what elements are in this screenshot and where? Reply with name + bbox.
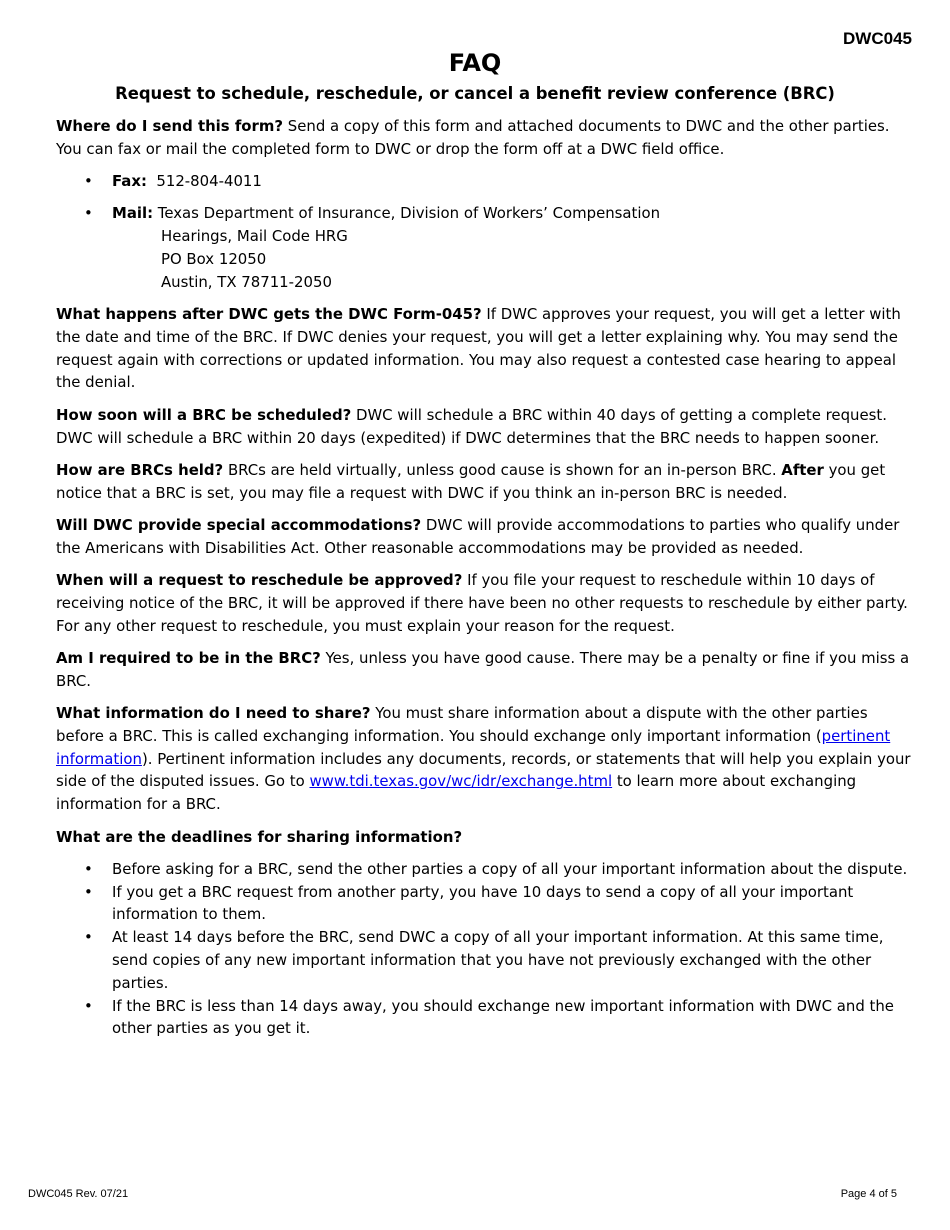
faq-question: How are BRCs held? (56, 460, 224, 479)
faq-answer: DWC will schedule a BRC within 40 days of getting a complete request. DWC will schedule a BRC within 20 days (expedited) if DWC determines that the BRC needs to happen sooner. (56, 405, 887, 447)
deadline-item: • At least 14 days before the BRC, send DWC a copy of all your important information. At this same time, send copies of any new important information that you have not previously exchanged with the other parties. (56, 926, 916, 994)
mail-address-line: PO Box 12050 (161, 249, 267, 268)
faq-answer: Send a copy of this form and attached documents to DWC and the other parties. You can fax or mail the completed form to DWC or drop the form off at a DWC field office. (56, 117, 890, 158)
deadline-item: • If you get a BRC request from another party, you have 10 days to send a copy of all your important information to them. (56, 881, 916, 927)
mail-address-line: Texas Department of Insurance, Division of Workers’ Compensation (157, 204, 661, 223)
mail-address-line: Austin, TX 78711-2050 (161, 272, 332, 291)
footer-revision: DWC045 Rev. 07/21 (28, 1188, 129, 1200)
exchange-info-link[interactable]: www.tdi.texas.gov/wc/idr/exchange.html (309, 772, 613, 791)
faq-answer: DWC will provide accommodations to parties who qualify under the Americans with Disabilities Act. Other reasonable accommodations may be provided as needed. (56, 515, 900, 557)
form-id: DWC045 (843, 29, 912, 48)
page-subtitle: Request to schedule, reschedule, or cancel a benefit review conference (BRC) (115, 84, 835, 103)
mail-label: Mail: (112, 204, 154, 223)
faq-answer: You must share information about a dispute with the other parties before a BRC. This is called exchanging information. You should exchange only important information ( (56, 704, 868, 745)
faq-answer: Yes, unless you have good cause. There may be a penalty or fine if you miss a BRC. (56, 648, 910, 690)
fax-number: 512-804-4011 (156, 172, 262, 191)
deadline-item: • Before asking for a BRC, send the other parties a copy of all your important information about the dispute. (56, 858, 916, 881)
contact-list (56, 170, 916, 293)
page-title: FAQ (448, 49, 502, 77)
faq-answer: BRCs are held virtually, unless good cause is shown for an in-person BRC. (227, 460, 777, 479)
fax-label: Fax: (112, 172, 147, 191)
faq-question: What information do I need to share? (56, 704, 371, 723)
faq-question: When will a request to reschedule be approved? (56, 571, 463, 590)
faq-answer-emphasis: After (781, 460, 824, 479)
faq-answer: you get notice that a BRC is set, you may file a request with DWC if you think an in-person BRC is needed. (56, 460, 886, 502)
faq-answer: If you file your request to reschedule within 10 days of receiving notice of the BRC, it will be approved if there have been no other requests to reschedule by either party. For any other request to reschedule, you must explain your reason for the request. (56, 571, 908, 635)
faq-question: What are the deadlines for sharing information? (56, 827, 463, 846)
faq-question: What happens after DWC gets the DWC Form-045? (56, 305, 482, 324)
contact-mail (56, 202, 916, 293)
faq-scheduling (56, 404, 916, 450)
faq-question: Am I required to be in the BRC? (56, 648, 321, 667)
faq-answer: to learn more about exchanging information for a BRC. (56, 772, 857, 814)
faq-deadlines (56, 826, 916, 849)
faq-question: Will DWC provide special accommodations? (56, 515, 422, 534)
footer-page-number: Page 4 of 5 (840, 1188, 897, 1200)
faq-question: How soon will a BRC be scheduled? (56, 405, 352, 424)
faq-share-info (56, 702, 916, 816)
mail-address-line: Hearings, Mail Code HRG (161, 227, 348, 246)
faq-accommodations (56, 514, 916, 560)
faq-after-form (56, 303, 916, 394)
faq-attendance (56, 647, 916, 693)
faq-send-form (56, 115, 916, 161)
faq-question: Where do I send this form? (56, 117, 284, 135)
faq-reschedule (56, 569, 916, 637)
deadlines-list (56, 858, 916, 1040)
deadline-item: • If the BRC is less than 14 days away, you should exchange new important information with DWC and the other parties as you get it. (56, 995, 916, 1041)
faq-how-held (56, 459, 916, 505)
faq-answer: ). Pertinent information includes any documents, records, or statements that will help you explain your side of the disputed issues. Go to (56, 749, 911, 791)
contact-fax (56, 170, 916, 193)
faq-content (56, 115, 916, 1040)
pertinent-information-link[interactable]: pertinent information (56, 726, 891, 768)
faq-answer: If DWC approves your request, you will get a letter with the date and time of the BRC. If DWC denies your request, you will get a letter explaining why. You may send the request again with corrections or updated information. You may also request a contested case hearing to appeal the denial. (56, 305, 901, 392)
